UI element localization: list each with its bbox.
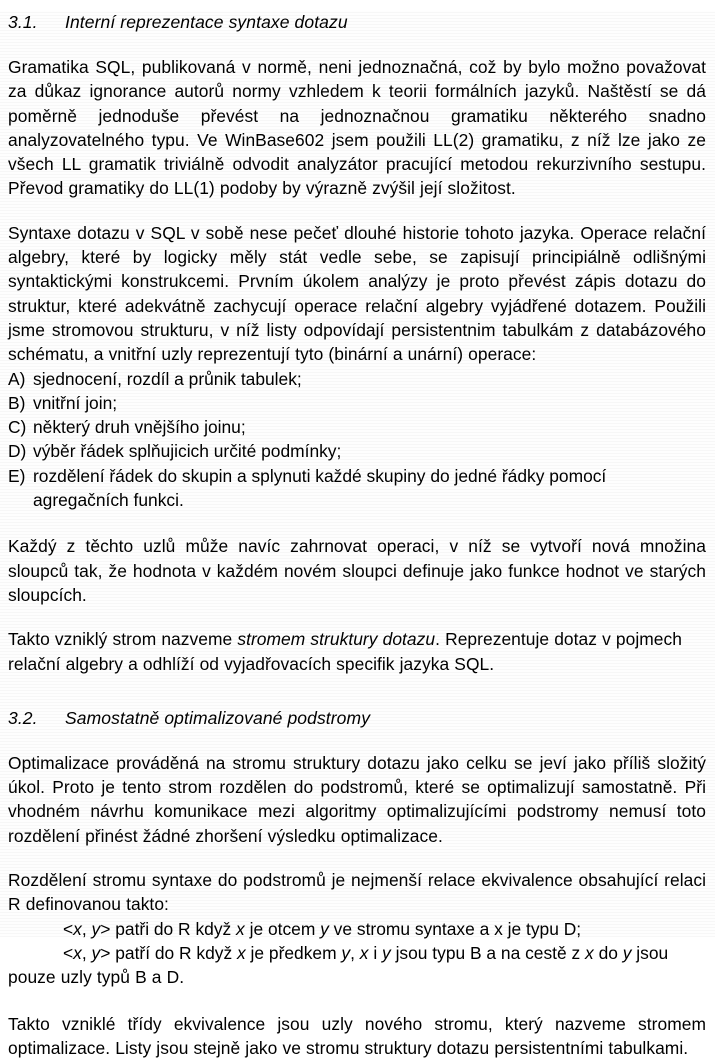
list-text-continuation: agregačních funkci. xyxy=(33,488,706,512)
definition-seg-5: jsou typu B a na cestě z xyxy=(391,943,585,963)
variable-x: x xyxy=(585,943,594,963)
definition-seg-1: patří do R když xyxy=(110,943,237,963)
definition-seg-3: ve stromu syntaxe a x je typu D; xyxy=(329,919,581,939)
section-heading-3-1 xyxy=(8,11,706,33)
operation-list xyxy=(8,367,706,513)
definition-seg-3: , xyxy=(350,943,360,963)
spacer xyxy=(8,676,706,698)
paragraph-grammar-sql: Gramatika SQL, publikovaná v normě, neni jednoznačná, což by bylo možno považovat za důkaz ignorance autorů normy vzhledem k teorii formálních jazyků. Naštěstí se dá poměrně jednoduše převést na jednoznačnou gramatiku některého snadno analyzovatelného typu. Ve WinBase602 jsem použili LL(2) gramatiku, z níž lze jako ze všech LL gramatik triviálně odvodit analyzátor pracující metodou rekurzivního sestupu. Převod gramatiky do LL(1) podoby by výrazně zvýšil její složitost. xyxy=(8,55,706,201)
list-text xyxy=(33,464,706,513)
paragraph-part-b: . Reprezentuje dotaz v pojmech relační algebry a odhlíží od vyjadřovacích specifik jazyka SQL. xyxy=(8,629,682,673)
variable-x: x xyxy=(236,919,245,939)
section-number-3-2: 3.2. xyxy=(8,707,65,729)
pair-comma: , xyxy=(82,919,92,939)
paragraph-equivalence-classes: Takto vzniklé třídy ekvivalence jsou uzly nového stromu, který nazveme stromem optimalizace. Listy jsou stejně jako ve stromu struktury dotazu persistentními tabulkami. xyxy=(8,1012,706,1060)
definition-line-1 xyxy=(8,917,706,941)
definition-seg-7: jsou xyxy=(631,943,668,963)
spacer xyxy=(8,607,706,627)
list-text-line1: rozdělení řádek do skupin a splynuti každé skupiny do jedné řádky pomocí xyxy=(33,466,606,486)
list-text: výběr řádek splňujicich určité podmínky; xyxy=(33,439,706,463)
variable-x: x xyxy=(73,943,82,963)
section-number-3-1: 3.1. xyxy=(8,11,65,33)
list-item xyxy=(8,464,706,513)
variable-y: y xyxy=(341,943,350,963)
list-text: sjednocení, rozdíl a průnik tabulek; xyxy=(33,367,706,391)
list-item xyxy=(8,415,706,439)
emphasis-query-structure-tree: stromem struktury dotazu xyxy=(237,629,435,649)
section-heading-3-2 xyxy=(8,707,706,729)
paragraph-optimization-subtrees: Optimalizace prováděná na stromu struktury dotazu jako celku se jeví jako příliš složitý úkol. Proto je tento strom rozdělen do podstromů, které se optimalizují samostatně. Při vhodném návrhu komunikace mezi algoritmy optimalizujícími podstromy nemusí toto rozdělení přinést žádné zhoršení výsledku optimalizace. xyxy=(8,751,706,848)
paragraph-query-syntax: Syntaxe dotazu v SQL v sobě nese pečeť dlouhé historie tohoto jazyka. Operace relační algebry, které by logicky měly stát vedle sebe, se zapisují principiálně odlišnými syntaktickými konstrukcemi. Prvním úkolem analýzy je proto převést zápis dotazu do struktur, které adekvátně zachycují operace relační algebry vyjádřené dotazem. Použili jsme stromovou strukturu, v níž listy odpovídají persistentnim tabulkám z databázového schématu, a vnitřní uzly reprezentují tyto (binární a unární) operace: xyxy=(8,221,706,367)
definition-seg-6: do xyxy=(594,943,623,963)
definition-seg-1: patři do R když xyxy=(110,919,236,939)
list-marker: B) xyxy=(8,391,33,415)
list-item xyxy=(8,439,706,463)
paragraph-part-a: Takto vzniklý strom nazveme xyxy=(8,629,237,649)
pair-close: > xyxy=(100,943,110,963)
definition-seg-4: i xyxy=(369,943,383,963)
pair-close: > xyxy=(100,919,110,939)
variable-y: y xyxy=(92,919,101,939)
definition-seg-2: je předkem xyxy=(246,943,342,963)
variable-y: y xyxy=(382,943,391,963)
section-title-3-1: Interní reprezentace syntaxe dotazu xyxy=(65,11,348,33)
paragraph-relation-r: Rozdělení stromu syntaxe do podstromů je nejmenší relace ekvivalence obsahující relaci R definovanou takto: xyxy=(8,868,706,917)
list-item xyxy=(8,391,706,415)
spacer xyxy=(8,33,706,55)
variable-y: y xyxy=(92,943,101,963)
paragraph-node-columns: Každý z těchto uzlů může navíc zahrnovat operaci, v níž se vytvoří nová množina sloupců tak, že hodnota v každém novém sloupci definuje jako funkce hodnot ve starých sloupcích. xyxy=(8,534,706,607)
variable-y: y xyxy=(623,943,632,963)
list-text: vnitřní join; xyxy=(33,391,706,415)
list-item xyxy=(8,367,706,391)
spacer xyxy=(8,512,706,534)
pair-comma: , xyxy=(82,943,92,963)
section-title-3-2: Samostatně optimalizované podstromy xyxy=(65,707,370,729)
variable-x: x xyxy=(360,943,369,963)
spacer xyxy=(8,990,706,1012)
pair-open: < xyxy=(63,943,73,963)
list-marker: E) xyxy=(8,464,33,488)
spacer xyxy=(8,729,706,751)
definition-line-2 xyxy=(8,941,706,965)
list-marker: D) xyxy=(8,439,33,463)
document-page xyxy=(0,11,715,937)
definition-seg-2: je otcem xyxy=(245,919,320,939)
list-marker: C) xyxy=(8,415,33,439)
variable-x: x xyxy=(73,919,82,939)
variable-x: x xyxy=(237,943,246,963)
variable-y: y xyxy=(320,919,329,939)
definition-line-2-wrap: pouze uzly typů B a D. xyxy=(8,965,706,989)
spacer xyxy=(8,848,706,868)
list-marker: A) xyxy=(8,367,33,391)
paragraph-query-structure-tree xyxy=(8,627,706,676)
list-text: některý druh vnějšího joinu; xyxy=(33,415,706,439)
spacer xyxy=(8,201,706,221)
pair-open: < xyxy=(63,919,73,939)
